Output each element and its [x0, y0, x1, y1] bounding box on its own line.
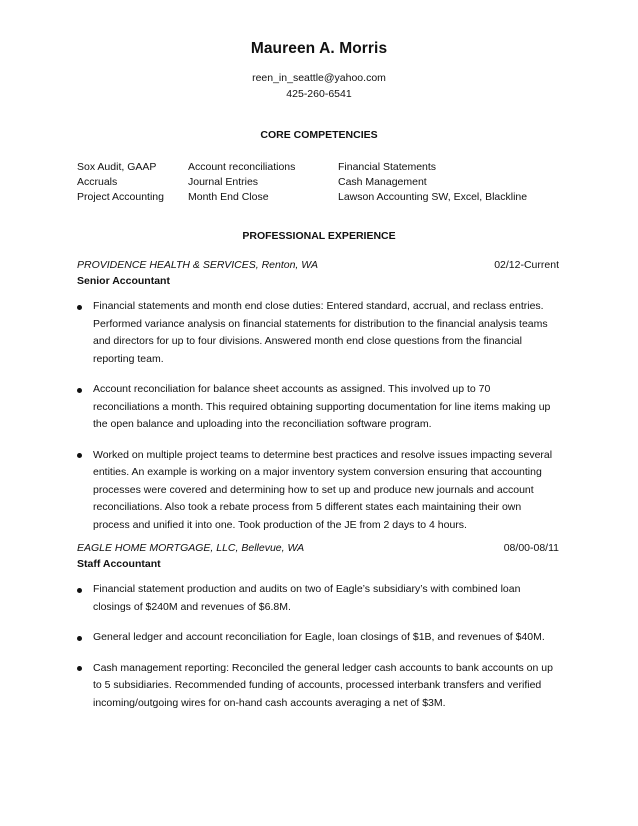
competency-item: Project Accounting [77, 191, 164, 203]
job-dates: 02/12-Current [494, 259, 559, 271]
job-bullet: Cash management reporting: Reconciled the general ledger cash accounts to bank accounts on up to 5 subsidiaries. Recommended funding of accounts, processed interbank transfers and verified incoming/outgoing wires for on-hand cash accounts averaging a net of $3M. [77, 660, 559, 713]
job-title: Senior Accountant [77, 275, 170, 287]
job-company: EAGLE HOME MORTGAGE, LLC, Bellevue, WA [77, 542, 305, 554]
competency-row [77, 160, 557, 175]
job-entry-eagle [77, 540, 559, 712]
job-bullet: Worked on multiple project teams to determine best practices and resolve issues impacting several entities. An example is working on a major inventory system conversion ensuring that accounting processes were covered and determining how to set up and produce new journals and account reconciliations. Also took a rebate process from 5 different states each maintaining their own process and unified it into one. Took production of the JE from 2 days to 4 hours. [77, 447, 559, 535]
competency-item: Financial Statements [338, 161, 437, 173]
job-header [77, 540, 559, 556]
job-header [77, 257, 559, 273]
competencies-grid [77, 160, 557, 205]
competency-item: Sox Audit, GAAP [77, 161, 157, 173]
competency-item: Journal Entries [188, 176, 259, 188]
competency-item: Month End Close [188, 191, 269, 203]
job-bullet: General ledger and account reconciliation for Eagle, loan closings of $1B, and revenues of $40M. [77, 629, 559, 647]
candidate-name: Maureen A. Morris [250, 40, 388, 57]
competency-row [77, 175, 557, 190]
job-bullet: Financial statement production and audits on two of Eagle’s subsidiary’s with combined loan closings of $240M and revenues of $6.8M. [77, 581, 559, 616]
job-bullets [77, 298, 559, 534]
competency-item: Cash Management [338, 176, 427, 188]
job-dates: 08/00-08/11 [503, 542, 559, 554]
job-entry-providence [77, 257, 559, 534]
competency-item: Accruals [77, 176, 118, 188]
job-bullet: Account reconciliation for balance sheet accounts as assigned. This involved up to 70 reconciliations a month. This required obtaining supporting documentation for line items making up the open balance and uploading into the reconciliation software program. [77, 381, 559, 434]
competency-item: Lawson Accounting SW, Excel, Blackline [338, 191, 528, 203]
competency-row [77, 190, 557, 205]
job-bullet: Financial statements and month end close duties: Entered standard, accrual, and reclass entries. Performed variance analysis on financial statements for distribution to the financial analysis teams and directors for up to four divisions. Answered month end close questions from the financial reporting team. [77, 298, 559, 368]
contact-email: reen_in_seattle@yahoo.com [252, 72, 386, 84]
job-title: Staff Accountant [77, 558, 161, 570]
experience-heading: PROFESSIONAL EXPERIENCE [242, 230, 396, 242]
competency-item: Account reconciliations [188, 161, 296, 173]
job-bullets [77, 581, 559, 712]
competencies-heading: CORE COMPETENCIES [260, 129, 378, 141]
contact-phone: 425-260-6541 [286, 88, 352, 100]
job-company: PROVIDENCE HEALTH & SERVICES, Renton, WA [77, 259, 318, 271]
